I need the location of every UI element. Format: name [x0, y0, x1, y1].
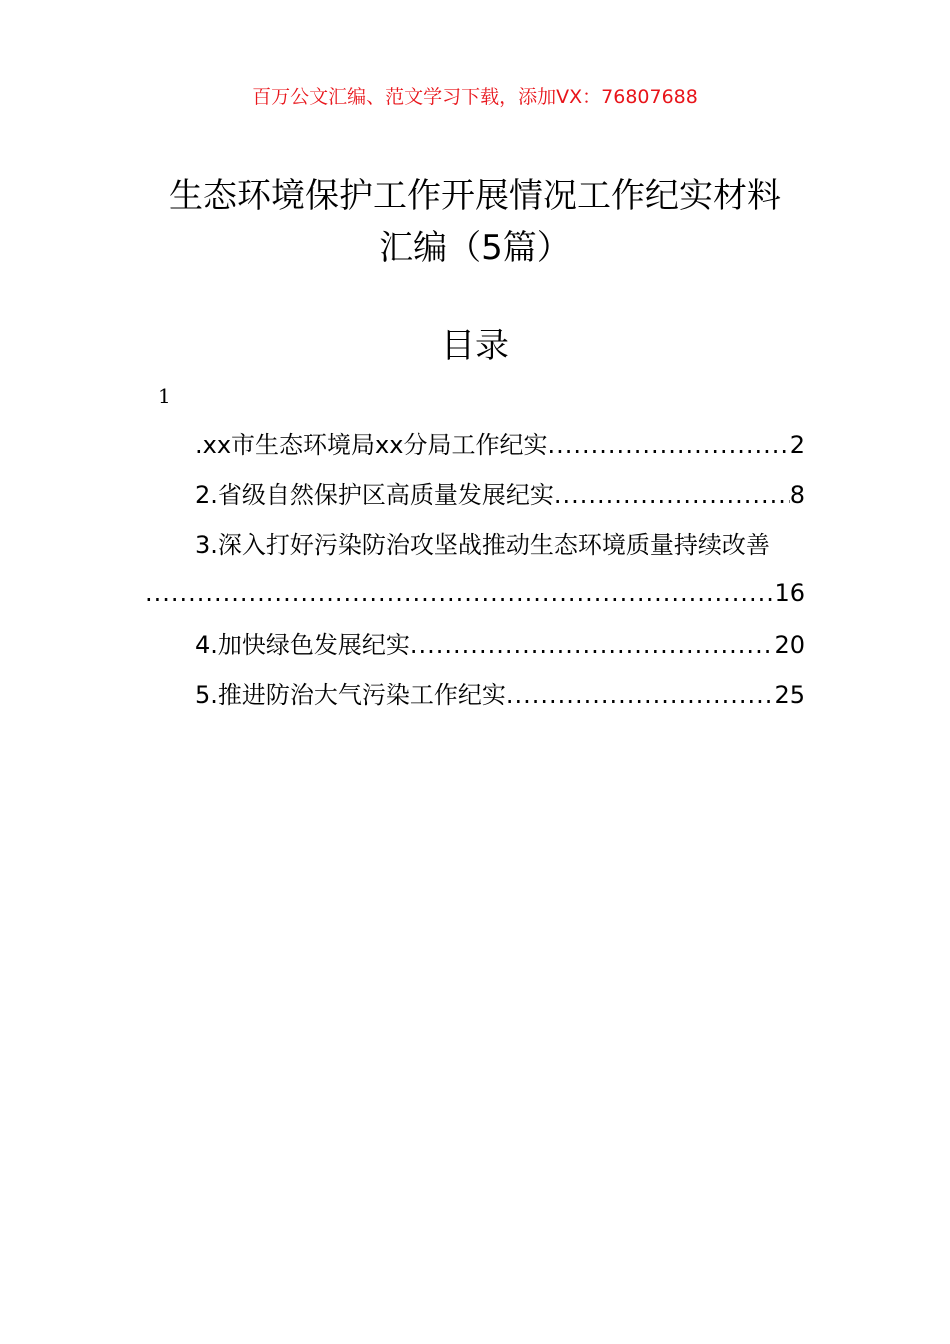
document-title-line-2: 汇编（5篇） [379, 228, 571, 268]
toc-entry-label: .xx市生态环境局xx分局工作纪实 [195, 431, 548, 459]
toc-entry-continuation[interactable] [145, 576, 805, 610]
toc-entry-page: 25 [774, 681, 805, 709]
header-banner: 百万公文汇编、范文学习下载，添加VX：76807688 [252, 86, 698, 108]
toc-number: 1 [158, 384, 171, 408]
document-title-line-1: 生态环境保护工作开展情况工作纪实材料 [169, 176, 781, 216]
toc-heading: 目录 [441, 326, 509, 366]
toc-entry-page: 20 [774, 631, 805, 659]
toc-entry[interactable] [195, 478, 805, 512]
toc-entry-page: 2 [789, 431, 805, 459]
toc-entry-page: 8 [789, 481, 805, 509]
toc-entry-label: 5.推进防治大气污染工作纪实 [195, 681, 506, 709]
toc-entry[interactable] [195, 628, 805, 662]
document-title [100, 170, 850, 274]
toc-entry[interactable] [195, 428, 805, 462]
toc-entry-label: 4.加快绿色发展纪实 [195, 631, 410, 659]
toc-entry-label[interactable]: 3.深入打好污染防治攻坚战推动生态环境质量持续改善 [195, 531, 770, 559]
toc-dot-leader [554, 478, 790, 512]
toc-dot-leader [410, 628, 775, 662]
toc-dot-leader [506, 678, 775, 712]
toc-entry-page: 16 [774, 579, 805, 607]
toc-entry-label: 2.省级自然保护区高质量发展纪实 [195, 481, 554, 509]
toc-dot-leader [145, 576, 774, 610]
toc-dot-leader [547, 428, 789, 462]
toc-entry[interactable] [195, 678, 805, 712]
